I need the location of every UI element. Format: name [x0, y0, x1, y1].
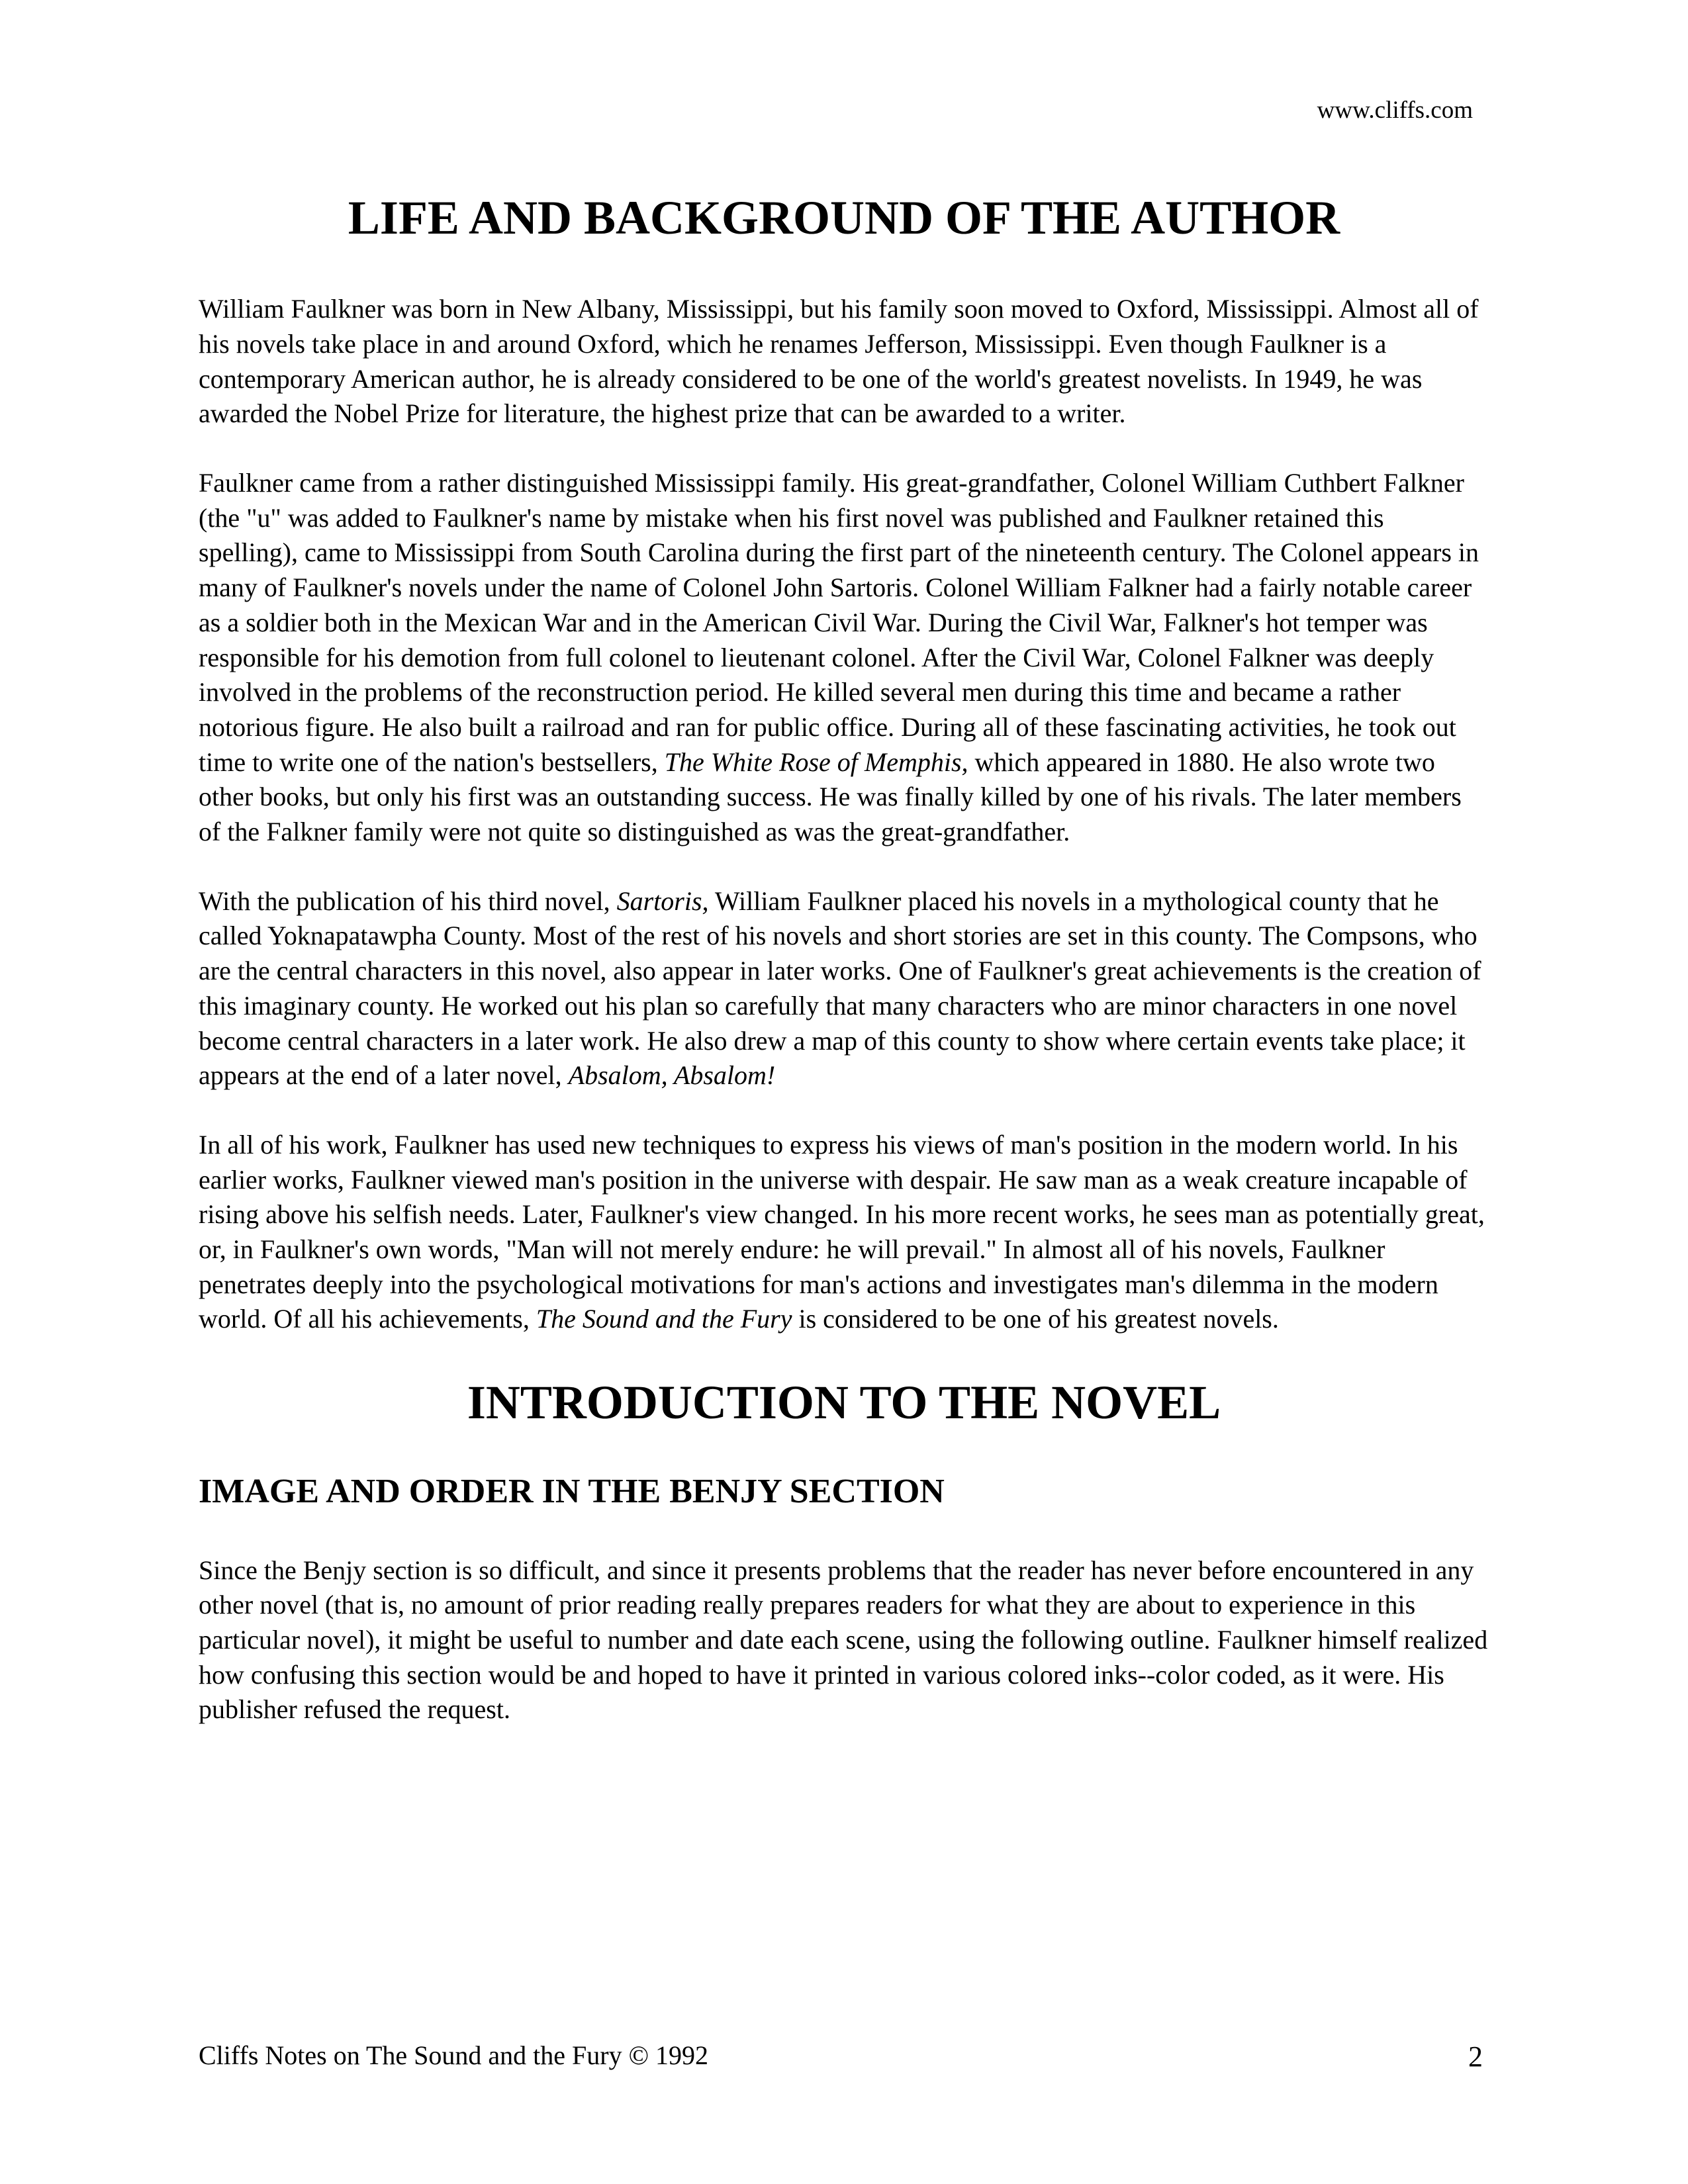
- paragraph-text: In all of his work, Faulkner has used new techniques to express his views of man's position in the modern world. In his earlier works, Faulkner viewed man's position in the universe with despair. He saw man as a weak creature incapable of rising above his selfish needs. Later, Faulkner's view changed. In his more recent works, he sees man as potentially great, or, in Faulkner's own words, "Man will not merely endure: he will prevail." In almost all of his novels, Faulkner penetrates deeply into the psychological motivations for man's actions and investigates man's dilemma in the modern world. Of all his achievements,: [199, 1129, 1485, 1334]
- paragraph-text: Faulkner came from a rather distinguished Mississippi family. His great-grandfather, Colonel William Cuthbert Falkner (the "u" was added to Faulkner's name by mistake when his first novel was published and Faulkner retained this spelling), came to Mississippi from South Carolina during the first part of the nineteenth century. The Colonel appears in many of Faulkner's novels under the name of Colonel John Sartoris. Colonel William Falkner had a fairly notable career as a soldier both in the Mexican War and in the American Civil War. During the Civil War, Falkner's hot temper was responsible for his demotion from full colonel to lieutenant colonel. After the Civil War, Colonel Falkner was deeply involved in the problems of the reconstruction period. He killed several men during this time and became a rather notorious figure. He also built a railroad and ran for public office. During all of these fascinating activities, he took out time to write one of the nation's bestsellers,: [199, 468, 1479, 777]
- paragraph-text: William Faulkner placed his novels in a mythological county that he called Yoknapatawpha County. Most of the rest of his novels and short stories are set in this county. The Compsons, who are the central characters in this novel, also appear in later works. One of Faulkner's great achievements is the creation of this imaginary county. He worked out his plan so carefully that many characters who are minor characters in one novel become central characters in a later work. He also drew a map of this county to show where certain events take place; it appears at the end of a later novel,: [199, 886, 1481, 1091]
- footer-source: Cliffs Notes on The Sound and the Fury © 1992: [199, 2040, 708, 2070]
- paragraph-birth: [199, 292, 1489, 432]
- book-title-white-rose: The White Rose of Memphis,: [664, 747, 968, 777]
- paragraph-techniques: [199, 1128, 1489, 1337]
- page-content: [199, 192, 1489, 1762]
- paragraph-text: William Faulkner was born in New Albany, Mississippi, but his family soon moved to Oxford, Mississippi. Almost all of his novels take place in and around Oxford, which he renames Jefferson, Mississippi. Even though Faulkner is a contemporary American author, he is already considered to be one of the world's greatest novelists. In 1949, he was awarded the Nobel Prize for literature, the highest prize that can be awarded to a writer.: [199, 294, 1479, 429]
- header-url: www.cliffs.com: [1317, 97, 1473, 124]
- paragraph-text: With the publication of his third novel,: [199, 886, 610, 916]
- book-title-absalom: Absalom, Absalom!: [568, 1060, 776, 1091]
- section-title-life-and-background: LIFE AND BACKGROUND OF THE AUTHOR: [348, 191, 1340, 244]
- book-title-sartoris: Sartoris,: [616, 886, 709, 916]
- paragraph-text: which appeared in 1880. He also wrote two other books, but only his first was an outstanding success. He was finally killed by one of his rivals. The later members of the Falkner family were not quite so distinguished as was the great-grandfather.: [199, 747, 1462, 847]
- paragraph-text: Since the Benjy section is so difficult, and since it presents problems that the reader has never before encountered in any other novel (that is, no amount of prior reading really prepares readers for what they are about to experience in this particular novel), it might be useful to number and date each scene, using the following outline. Faulkner himself realized how confusing this section would be and hoped to have it printed in various colored inks--color coded, as it were. His publisher refused the request.: [199, 1555, 1488, 1725]
- page-number: 2: [1468, 2040, 1483, 2073]
- paragraph-family: [199, 466, 1489, 850]
- section-title-introduction: INTRODUCTION TO THE NOVEL: [467, 1376, 1221, 1430]
- subsection-title-benjy: IMAGE AND ORDER IN THE BENJY SECTION: [199, 1473, 945, 1511]
- book-title-sound-and-fury: The Sound and the Fury: [536, 1304, 792, 1334]
- paragraph-text: is considered to be one of his greatest novels.: [798, 1304, 1279, 1334]
- paragraph-yoknapatawpha: [199, 884, 1489, 1093]
- paragraph-benjy-section: [199, 1553, 1489, 1728]
